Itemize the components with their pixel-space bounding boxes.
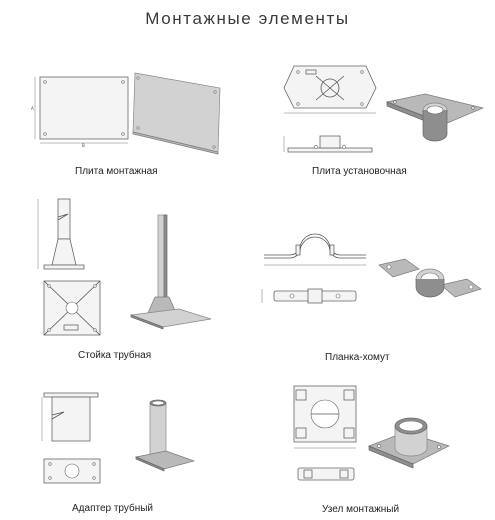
caption-clamp-strip: Планка-хомут [325, 352, 390, 363]
tube-adapter-3d [130, 395, 220, 475]
caption-tube-stand: Стойка трубная [78, 350, 152, 361]
svg-text:A: A [31, 106, 34, 111]
installation-plate-3d [385, 90, 485, 150]
caption-installation-plate: Плита установочная [312, 166, 407, 177]
clamp-strip-3d [375, 255, 485, 315]
mounting-plate-3d [130, 70, 225, 150]
item-mounting-unit[interactable] [280, 380, 490, 520]
caption-mounting-plate: Плита монтажная [75, 166, 158, 177]
tube-adapter-drawing [30, 385, 110, 485]
tube-stand-drawing [30, 195, 110, 340]
tube-stand-3d [125, 211, 225, 331]
clamp-strip-drawing [260, 235, 370, 315]
caption-mounting-unit: Узел монтажный [322, 504, 400, 515]
mounting-unit-drawing [280, 380, 370, 490]
caption-tube-adapter: Адаптер трубный [72, 503, 154, 514]
item-clamp-strip[interactable] [260, 235, 490, 365]
item-tube-adapter[interactable] [30, 385, 230, 520]
item-installation-plate[interactable] [280, 60, 490, 180]
svg-text:B: B [82, 143, 85, 148]
item-tube-stand[interactable] [30, 195, 230, 365]
installation-plate-drawing [280, 60, 380, 160]
page-title: Монтажные элементы [145, 9, 350, 28]
mounting-plate-drawing [30, 70, 130, 150]
mounting-unit-3d [365, 410, 455, 480]
item-mounting-plate[interactable] [30, 70, 230, 180]
